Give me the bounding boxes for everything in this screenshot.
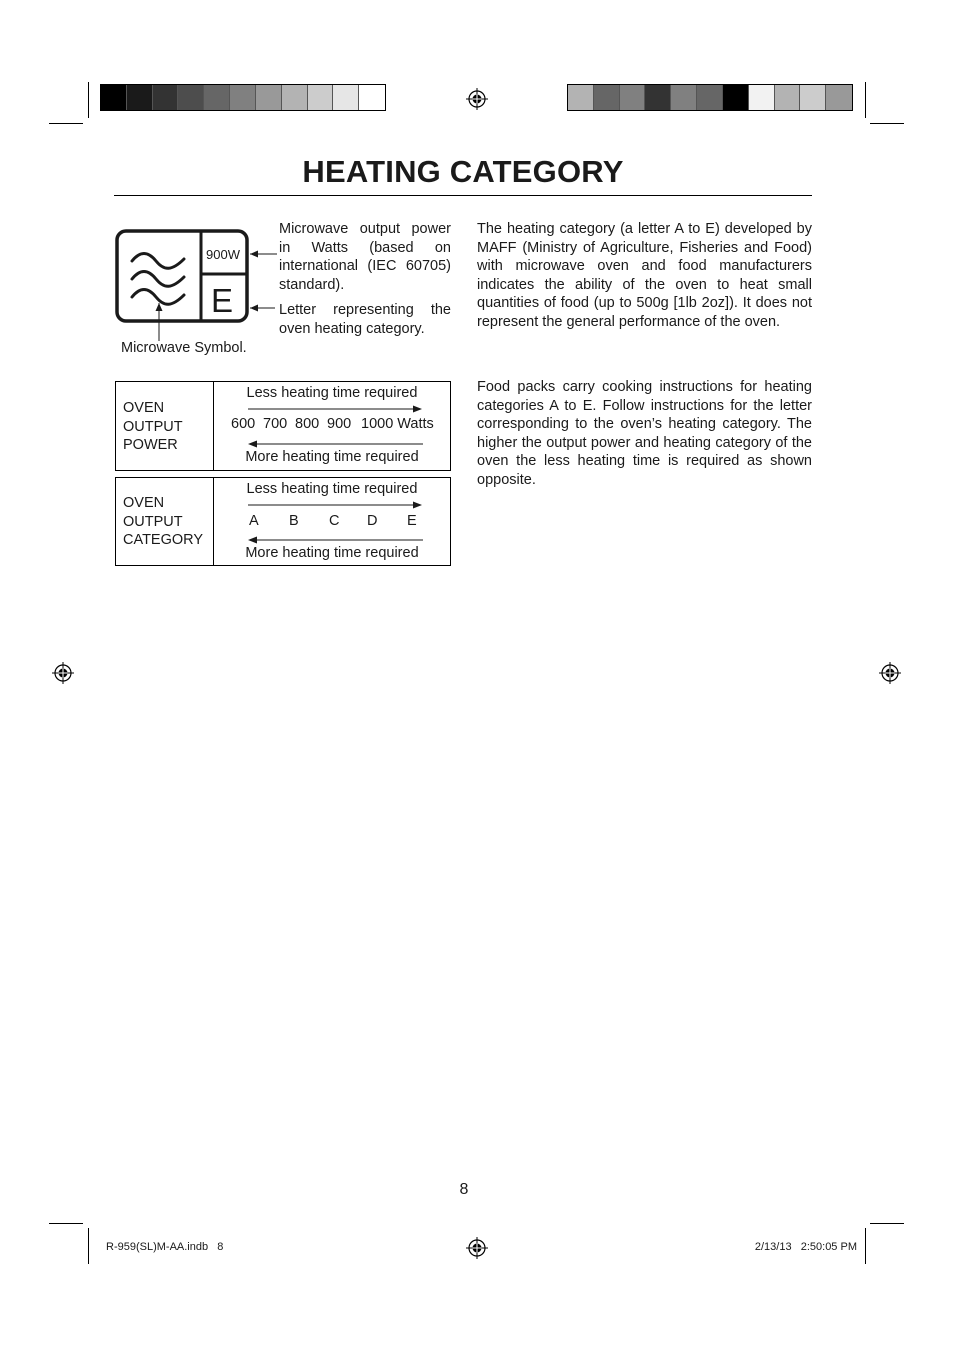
footer-timestamp: 2/13/13 2:50:05 PM <box>754 1241 857 1253</box>
color-swatch <box>178 85 204 110</box>
arrow-left-icon <box>248 535 423 545</box>
color-calibration-bar-left <box>100 84 386 111</box>
color-swatch <box>594 85 620 110</box>
less-heating-time-text: Less heating time required <box>246 481 418 497</box>
category-letter: E <box>210 282 234 319</box>
color-swatch <box>749 85 775 110</box>
registration-mark-icon <box>466 1237 488 1259</box>
label-line: OUTPUT <box>123 513 183 530</box>
label-line: OVEN <box>123 495 165 511</box>
color-swatch <box>333 85 359 110</box>
heating-category-label-diagram <box>112 226 282 341</box>
paragraph-heating-category: The heating category (a letter A to E) developed by MAFF (Ministry of Agriculture, Fisheries and Food) with microwave oven and food manufacturers indicates the ability of the oven to heat small quantities of food (up to 500g [1lb 2oz]). It does not represent the general performance of the oven. <box>477 221 812 330</box>
color-swatch <box>826 85 852 110</box>
category-value: A <box>249 513 259 529</box>
color-swatch <box>723 85 749 110</box>
label-line: OUTPUT <box>123 418 183 435</box>
color-swatch <box>671 85 697 110</box>
crop-mark <box>49 1223 83 1224</box>
registration-mark-icon <box>879 662 901 684</box>
category-value: E <box>407 513 417 529</box>
watts-label: 900W <box>206 247 240 262</box>
label-line: CATEGORY <box>123 532 204 548</box>
color-swatch <box>568 85 594 110</box>
crop-mark <box>870 123 904 124</box>
paragraph-food-packs: Food packs carry cooking instructions for heating categories A to E. Follow instructions for the letter corresponding to the oven’s heating category. The higher the output power and heating category of the oven the less heating time is required as shown opposite. <box>477 379 812 488</box>
watts-value: 600 <box>231 416 256 432</box>
callout-microwave-symbol: Microwave Symbol. <box>121 340 247 356</box>
table-label-cell <box>116 382 214 470</box>
color-swatch <box>359 85 385 110</box>
table-oven-output-power <box>115 381 451 471</box>
category-value: D <box>367 513 378 529</box>
less-heating-time-text: Less heating time required <box>246 385 418 401</box>
title-rule <box>114 195 812 196</box>
crop-mark <box>88 82 89 118</box>
registration-mark-icon <box>52 662 74 684</box>
color-swatch <box>153 85 179 110</box>
watts-value: 900 <box>327 416 352 432</box>
color-swatch <box>204 85 230 110</box>
callout-heating-letter: Letter representing the oven heating category. <box>279 302 451 337</box>
arrow-right-icon <box>248 500 423 510</box>
more-heating-time-text: More heating time required <box>245 449 419 465</box>
color-swatch <box>127 85 153 110</box>
label-line: POWER <box>123 437 178 453</box>
more-heating-time-text: More heating time required <box>245 545 419 561</box>
color-swatch <box>800 85 826 110</box>
color-calibration-bar-right <box>567 84 853 111</box>
category-value: B <box>289 513 299 529</box>
color-swatch <box>256 85 282 110</box>
watts-value: 700 <box>263 416 288 432</box>
table-label-cell <box>116 478 214 565</box>
color-swatch <box>645 85 671 110</box>
registration-mark-icon <box>466 88 488 110</box>
color-swatch <box>775 85 801 110</box>
page-number: 8 <box>459 1181 469 1198</box>
color-swatch <box>308 85 334 110</box>
microwave-wave-icon <box>132 254 184 305</box>
color-swatch <box>101 85 127 110</box>
arrow-left-icon <box>248 439 423 449</box>
color-swatch <box>697 85 723 110</box>
color-swatch <box>620 85 646 110</box>
crop-mark <box>49 123 83 124</box>
color-swatch <box>282 85 308 110</box>
watts-value: 800 <box>295 416 320 432</box>
label-line: OVEN <box>123 400 165 416</box>
page-title: HEATING CATEGORY <box>302 154 624 189</box>
category-value: C <box>329 513 340 529</box>
callout-output-power: Microwave output power in Watts (based on international (IEC 60705) standard). <box>279 221 451 293</box>
footer-file-name: R-959(SL)M-AA.indb 8 <box>106 1241 224 1253</box>
crop-mark <box>870 1223 904 1224</box>
color-swatch <box>230 85 256 110</box>
crop-mark <box>865 1228 866 1264</box>
watts-value: 1000 Watts <box>361 416 434 432</box>
arrow-right-icon <box>248 404 423 414</box>
table-oven-output-category <box>115 477 451 566</box>
crop-mark <box>88 1228 89 1264</box>
crop-mark <box>865 82 866 118</box>
